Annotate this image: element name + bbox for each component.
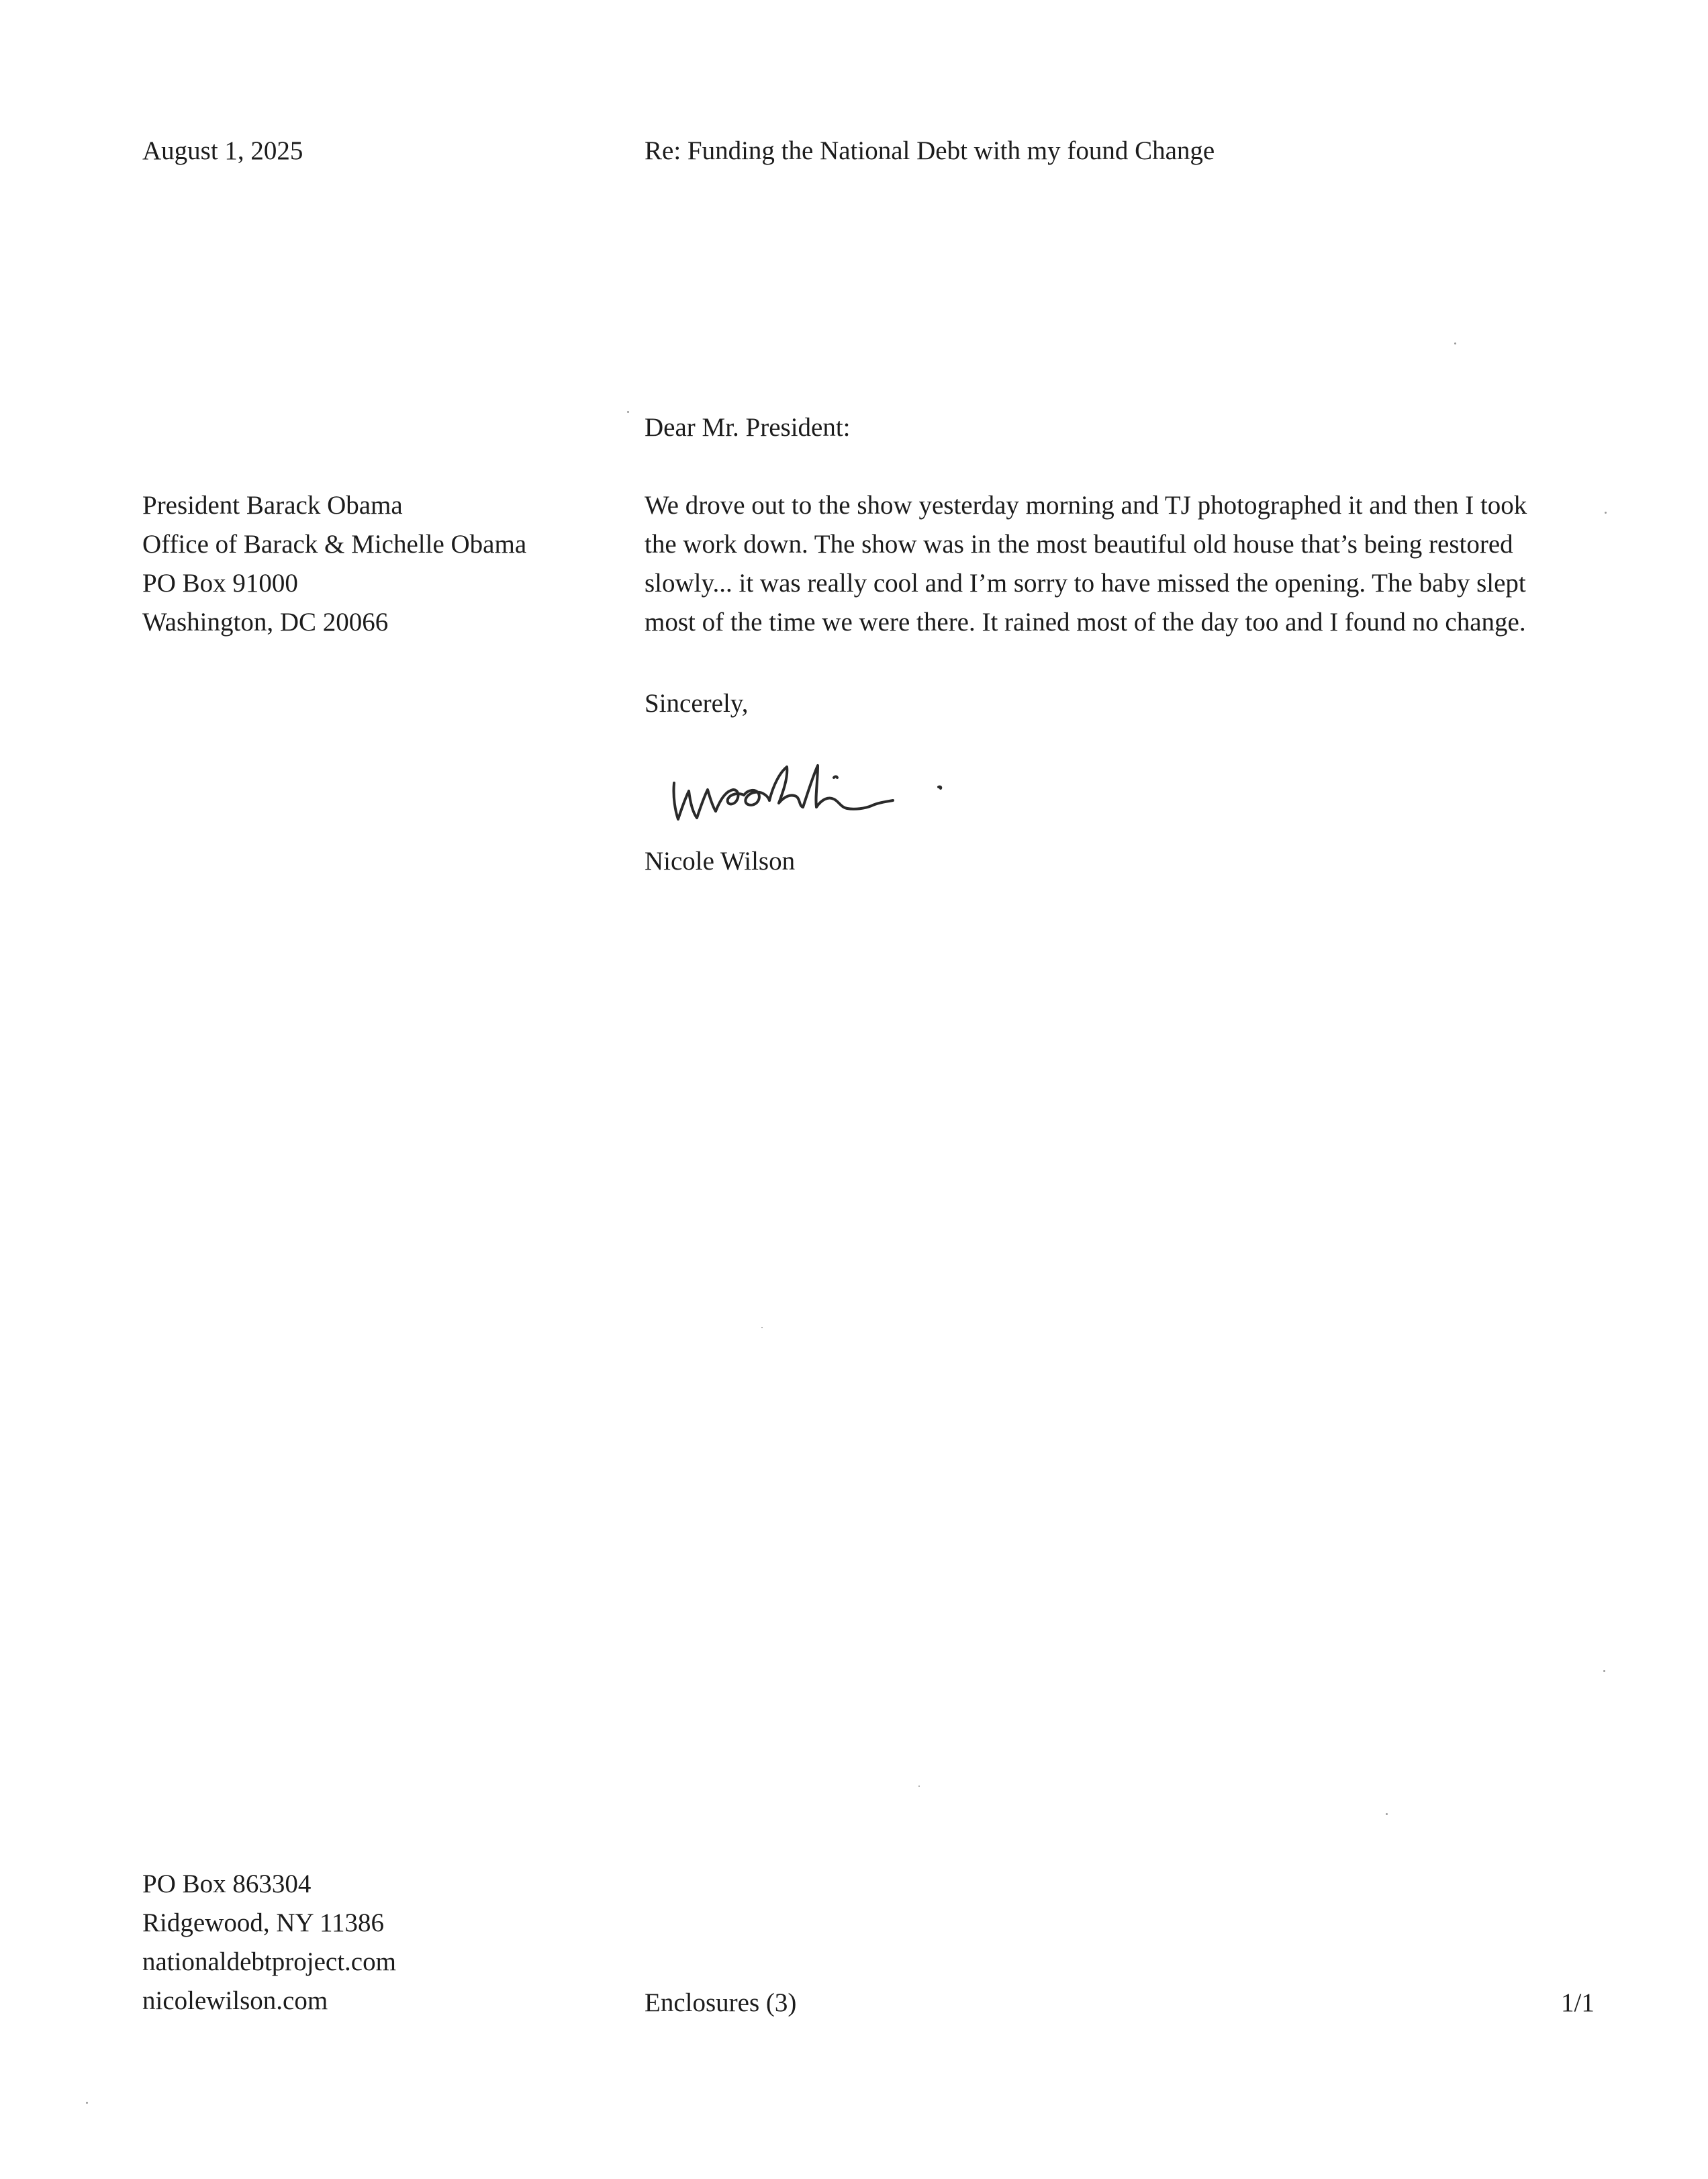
scan-speck <box>627 411 629 413</box>
recipient-address <box>142 486 526 642</box>
sender-website-personal: nicolewilson.com <box>142 1986 328 2015</box>
sender-po-box: PO Box 863304 <box>142 1869 312 1898</box>
letter-subject: Re: Funding the National Debt with my found Change <box>645 136 1215 165</box>
body-line: slowly... it was really cool and I’m sorry to have missed the opening. The baby slept <box>645 569 1526 598</box>
scan-speck <box>1605 512 1607 514</box>
letter-body <box>645 486 1598 642</box>
scan-speck <box>1454 342 1456 344</box>
sender-website-project: nationaldebtproject.com <box>142 1947 396 1976</box>
recipient-po-box: PO Box 91000 <box>142 569 298 598</box>
recipient-city: Washington, DC 20066 <box>142 608 389 637</box>
scan-speck <box>86 2102 88 2104</box>
recipient-office: Office of Barack & Michelle Obama <box>142 530 527 559</box>
page-number: 1/1 <box>1561 1988 1595 2017</box>
salutation: Dear Mr. President: <box>645 413 851 442</box>
scan-speck <box>1386 1813 1388 1815</box>
signer-name: Nicole Wilson <box>645 847 796 876</box>
closing: Sincerely, <box>645 689 749 718</box>
recipient-name: President Barack Obama <box>142 491 403 520</box>
body-line: We drove out to the show yesterday morning and TJ photographed it and then I took <box>645 491 1527 520</box>
scan-speck <box>1603 1670 1605 1672</box>
letter-date: August 1, 2025 <box>142 136 303 165</box>
handwritten-signature-icon <box>669 757 951 838</box>
sender-address <box>142 1865 396 2021</box>
body-line: the work down. The show was in the most beautiful old house that’s being restored <box>645 530 1513 559</box>
enclosures-note: Enclosures (3) <box>645 1988 797 2017</box>
sender-city: Ridgewood, NY 11386 <box>142 1908 385 1937</box>
scan-speck <box>918 1786 920 1787</box>
scan-speck <box>761 1327 763 1328</box>
body-line: most of the time we were there. It rained most of the day too and I found no change. <box>645 608 1526 637</box>
